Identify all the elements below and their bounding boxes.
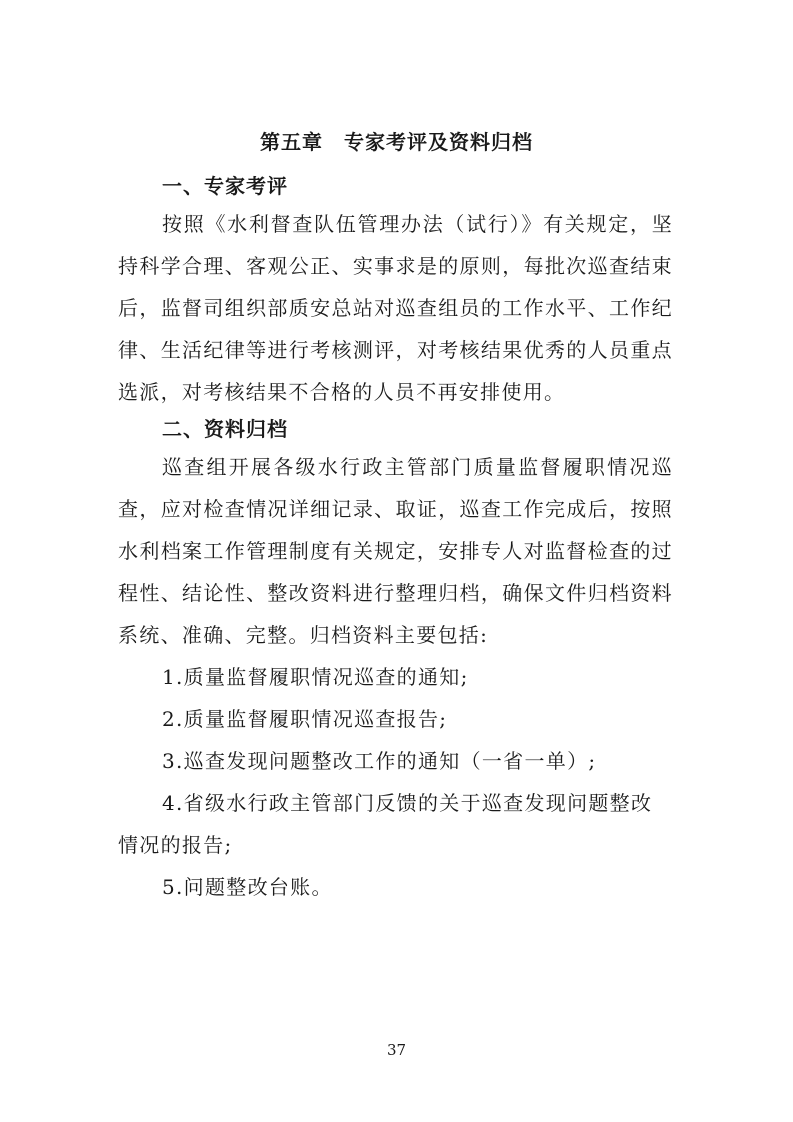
- chapter-title: 第五章 专家考评及资料归档: [260, 130, 533, 154]
- paragraph-expert-evaluation: 按照《水利督查队伍管理办法（试行）》有关规定，坚持科学合理、客观公正、实事求是的原则，每批次巡查结束后，监督司组织部质安总站对巡查组员的工作水平、工作纪律、生活纪律等进行考核测评，对考核结果优秀的人员重点选派，对考核结果不合格的人员不再安排使用。: [118, 212, 673, 404]
- archive-list-item: 3.巡查发现问题整改工作的通知（一省一单）;: [162, 749, 597, 773]
- archive-list-item: 2.质量监督履职情况巡查报告;: [162, 707, 448, 731]
- section-heading-expert-evaluation: 一、专家考评: [162, 174, 288, 198]
- paragraph-archiving: 巡查组开展各级水行政主管部门质量监督履职情况巡查，应对检查情况详细记录、取证，巡查工作完成后，按照水利档案工作管理制度有关规定，安排专人对监督检查的过程性、结论性、整改资料进行整理归档，确保文件归档资料系统、准确、完整。归档资料主要包括:: [118, 455, 673, 647]
- section-heading-archiving: 二、资料归档: [162, 417, 288, 441]
- page-number: 37: [386, 1041, 407, 1059]
- archive-list-item: 5.问题整改台账。: [162, 875, 333, 899]
- archive-list-item: 4.省级水行政主管部门反馈的关于巡查发现问题整改情况的报告;: [118, 791, 653, 857]
- archive-list-item: 1.质量监督履职情况巡查的通知;: [162, 665, 469, 689]
